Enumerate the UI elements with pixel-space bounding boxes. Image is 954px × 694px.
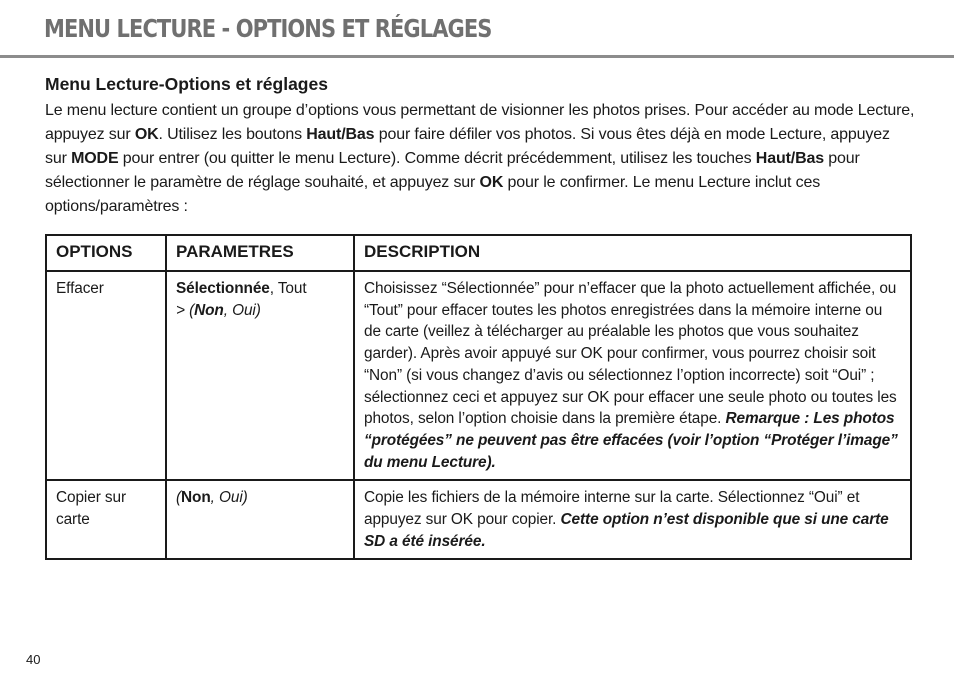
table-row — [46, 271, 911, 480]
table-row — [46, 480, 911, 559]
intro-text: pour le confirmer. Le menu Lecture inclut ces options/paramètres : — [45, 174, 821, 215]
intro-text: pour sélectionner le paramètre de réglage souhaité, et appuyez sur — [45, 150, 860, 191]
intro-paragraph — [45, 99, 915, 219]
key-up: Haut — [306, 126, 342, 143]
option-name: Copier sur carte — [56, 489, 126, 529]
column-header-description: DESCRIPTION — [354, 235, 911, 271]
parameter-default: Sélectionnée — [176, 280, 270, 297]
section-title: Menu Lecture-Options et réglages — [45, 74, 328, 94]
table-header-row — [46, 235, 911, 271]
parameter-text: , Oui) — [223, 301, 261, 319]
parameter-default: Non — [194, 301, 224, 319]
option-name: Effacer — [56, 280, 104, 297]
column-header-options: OPTIONS — [46, 235, 166, 271]
description-note: Remarque : Les photos “protégées” ne peuvent pas être effacées (voir l’option “Protéger l’image” du menu Lecture). — [364, 410, 898, 471]
parameter-text: ( — [176, 489, 182, 507]
parameter-cell — [166, 271, 354, 480]
option-cell — [46, 271, 166, 480]
key-ok: OK — [134, 126, 159, 143]
key-ok: OK — [479, 174, 504, 191]
key-up: Haut — [755, 150, 791, 167]
description-cell — [354, 271, 911, 480]
option-cell — [46, 480, 166, 559]
page-header-title: MENU LECTURE - OPTIONS ET RÉGLAGES — [44, 14, 492, 43]
options-table — [45, 234, 912, 560]
description-note: Cette option n’est disponible que si une carte SD a été insérée. — [364, 511, 889, 550]
parameter-cell — [166, 480, 354, 559]
header-divider — [0, 55, 954, 58]
key-down: Bas — [795, 150, 824, 167]
parameter-default: Non — [181, 489, 211, 507]
intro-text: pour faire défiler vos photos. Si vous êtes déjà en mode Lecture, appuyez sur — [45, 126, 890, 167]
key-mode: MODE — [71, 150, 119, 167]
intro-text: Le menu lecture contient un groupe d’options vous permettant de visionner les photos prises. Pour accéder au mode Lecture, appuyez sur — [45, 102, 915, 143]
page-number: 40 — [26, 652, 41, 667]
intro-text: . Utilisez les boutons — [158, 126, 307, 143]
key-slash: / — [790, 150, 796, 167]
description-text: Choisissez “Sélectionnée” pour n’effacer que la photo actuellement affichée, ou “Tout” pour effacer toutes les photos enregistrées dans la mémoire interne ou de carte (veillez à télécharger au préalable les photos que vous souhaitez garder). Après avoir appuyé sur OK pour confirmer, vous pourrez choisir soit “Non” (si vous changez d’avis ou sélectionnez l’option incorrecte) soit “Oui” ; sélectionnez ceci et appuyez sur OK pour effacer une seule photo ou toutes les photos, selon l’option choisie dans la première étape. — [364, 280, 897, 428]
parameter-text: , Oui) — [210, 489, 248, 507]
key-down: Bas — [345, 126, 375, 143]
parameter-text: , Tout — [269, 280, 307, 297]
description-cell — [354, 480, 911, 559]
key-slash: / — [341, 126, 346, 143]
parameter-text: > ( — [176, 301, 195, 319]
column-header-parametres: PARAMETRES — [166, 235, 354, 271]
intro-text: pour entrer (ou quitter le menu Lecture). Comme décrit précédemment, utilisez les touches — [118, 150, 756, 167]
description-text: Copie les fichiers de la mémoire interne sur la carte. Sélectionnez “Oui” et appuyez sur OK pour copier. — [364, 489, 860, 529]
